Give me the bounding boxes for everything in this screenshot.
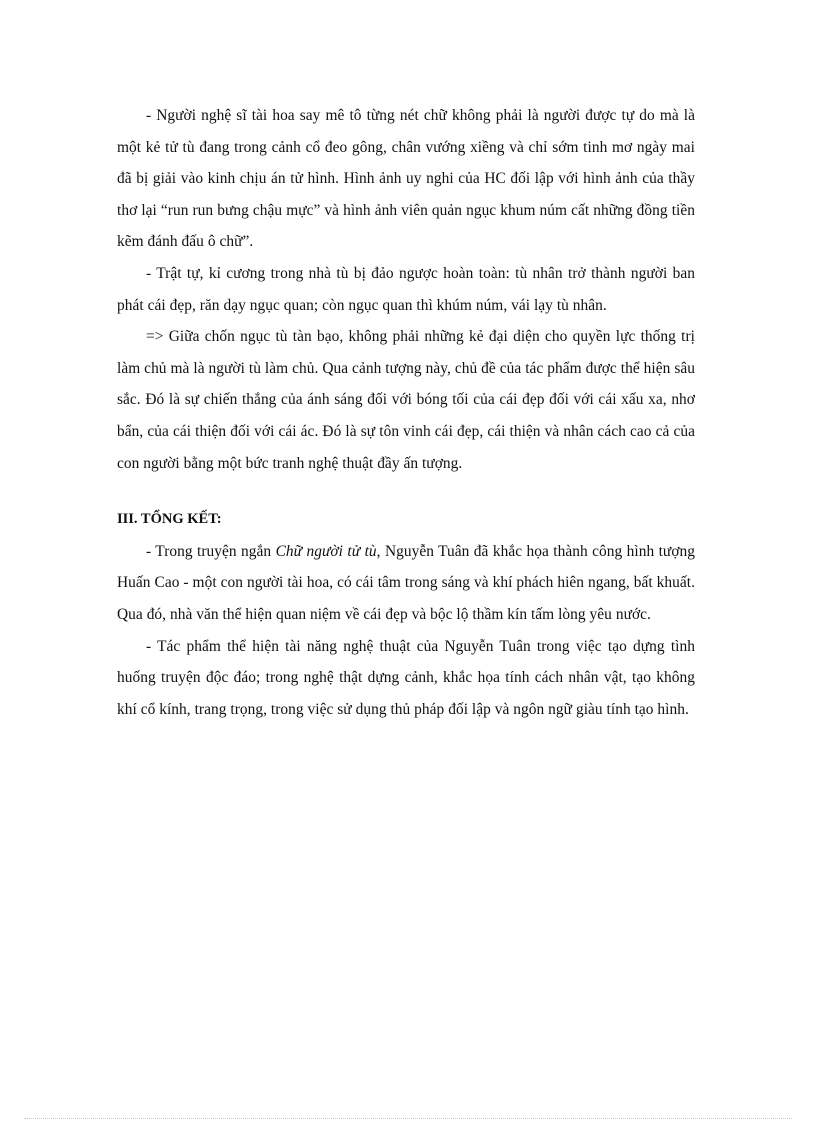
summary-1-after: , Nguyễn Tuân đã khắc họa thành công hình tượng Huấn Cao - một con người tài hoa, có cái tâm trong sáng và khí phách hiên ngang, bất khuất. Qua đó, nhà văn thể hiện quan niệm về cái đẹp và bộc lộ thầm kín tấm lòng yêu nước. <box>117 542 696 623</box>
document-page <box>117 100 695 725</box>
page-bottom-divider <box>24 1118 792 1119</box>
paragraph-conclusion: => Giữa chốn ngục tù tàn bạo, không phải những kẻ đại diện cho quyền lực thống trị làm chủ mà là người tù làm chủ. Qua cảnh tượng này, chủ đề của tác phẩm được thể hiện sâu sắc. Đó là sự chiến thắng của ánh sáng đối với bóng tối của cái đẹp đối với cái xấu xa, nhơ bẩn, của cái thiện đối với cái ác. Đó là sự tôn vinh cái đẹp, cái thiện và nhân cách cao cả của con người bằng một bức tranh nghệ thuật đầy ấn tượng. <box>117 328 695 472</box>
paragraph-order-reversed: - Trật tự, kỉ cương trong nhà tù bị đảo ngược hoàn toàn: tù nhân trở thành người ban phát cái đẹp, răn dạy ngục quan; còn ngục quan thì khúm núm, vái lạy tù nhân. <box>117 264 695 314</box>
paragraph-summary-2: - Tác phẩm thể hiện tài năng nghệ thuật của Nguyễn Tuân trong việc tạo dựng tình huống truyện độc đáo; trong nghệ thật dựng cảnh, khắc họa tính cách nhân vật, tạo không khí cổ kính, trang trọng, trong việc sử dụng thủ pháp đối lập và ngôn ngữ giàu tính tạo hình. <box>117 637 695 718</box>
story-title-italic: Chữ người tử tù <box>275 542 377 560</box>
paragraph-artist-prisoner: - Người nghệ sĩ tài hoa say mê tô từng nét chữ không phải là người được tự do mà là một kẻ tử tù đang trong cảnh cổ đeo gông, chân vướng xiềng và chỉ sớm tinh mơ ngày mai đã bị giải vào kinh chịu án tử hình. Hình ảnh uy nghi của HC đối lập với hình ảnh của thầy thơ lại “run run bưng chậu mực” và hình ảnh viên quản ngục khum núm cất những đồng tiền kẽm đánh đấu ô chữ”. <box>117 107 695 251</box>
summary-1-before: - Trong truyện ngắn <box>146 542 276 560</box>
section-heading-summary: III. TỔNG KẾT: <box>117 511 222 528</box>
paragraph-summary-1 <box>117 536 695 631</box>
